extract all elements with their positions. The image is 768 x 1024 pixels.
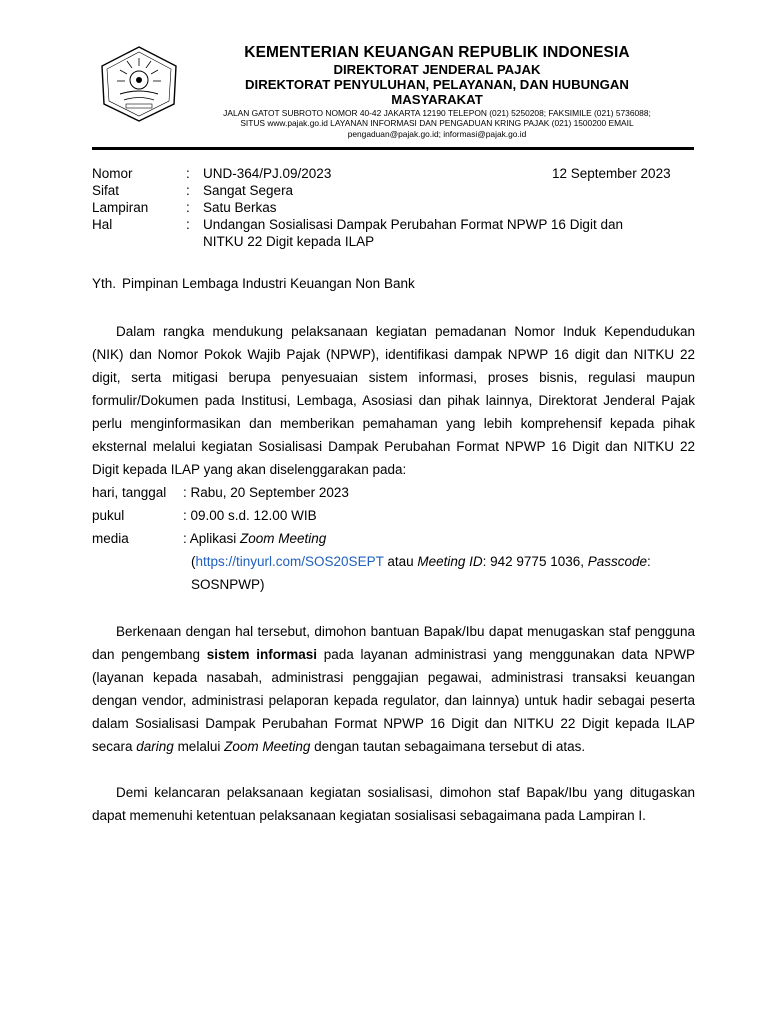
colon: :: [186, 200, 190, 215]
meta-row-hal-cont: [92, 233, 692, 250]
passcode-value: SOSNPWP): [191, 577, 265, 592]
directorate-line-2: MASYARAKAT: [391, 92, 483, 107]
hal-value-line-2: NITKU 22 Digit kepada ILAP: [203, 234, 375, 249]
meta-row-nomor: [92, 165, 692, 182]
paragraph-1: [92, 320, 695, 481]
paragraph-2-part-4: dengan tautan sebagaimana tersebut di atas.: [310, 739, 586, 754]
day-value: : Rabu, 20 September 2023: [183, 485, 349, 500]
letter-date: 12 September 2023: [552, 166, 671, 181]
zoom-link[interactable]: https://tinyurl.com/SOS20SEPT: [195, 554, 384, 569]
event-schedule: [92, 481, 695, 596]
meta-row-lampiran: [92, 199, 692, 216]
passcode-label: Passcode: [587, 554, 648, 569]
paragraph-1-text: Dalam rangka mendukung pelaksanaan kegiatan pemadanan Nomor Induk Kependudukan (NIK) dan Nomor Pokok Wajib Pajak (NPWP), identifikasi dampak NPWP 16 digit dan NITKU 22 digit, serta mitigasi berupa penyesuaian sistem informasi, proses bisnis, regulasi maupun formulir/Dokumen pada Institusi, Lembaga, Asosiasi dan pihak lainnya, Direktorat Jenderal Pajak perlu menginformasikan dan memberikan pemahaman yang lebih komprehensif kepada pihak eksternal melalui kegiatan Sosialisasi Dampak Perubahan Format NPWP 16 Digit dan NITKU 22 Digit kepada ILAP yang akan diselenggarakan pada:: [92, 324, 695, 477]
paragraph-2-part-1: Berkenaan dengan hal tersebut, dimohon bantuan Bapak/Ibu dapat menugaskan staf pengguna dan pengembang: [92, 624, 695, 662]
meta-row-hal: [92, 216, 692, 233]
letterhead: [196, 44, 678, 139]
meeting-id-label: Meeting ID: [417, 554, 483, 569]
meta-row-sifat: [92, 182, 692, 199]
colon: :: [186, 183, 190, 198]
lampiran-value: Satu Berkas: [203, 200, 277, 215]
letter-meta: [92, 165, 692, 250]
paragraph-3: [92, 781, 695, 827]
colon: :: [186, 217, 190, 232]
ministry-emblem-icon: [96, 44, 182, 124]
paragraph-2-italic-2: Zoom Meeting: [224, 739, 311, 754]
paragraph-2: [92, 620, 695, 758]
passcode-colon: :: [647, 554, 651, 569]
paragraph-2-part-3: melalui: [173, 739, 225, 754]
nomor-label: Nomor: [92, 166, 133, 181]
media-prefix: : Aplikasi: [183, 531, 241, 546]
schedule-passcode-row: [92, 573, 695, 596]
schedule-day-row: [92, 481, 695, 504]
paragraph-2-part-2: pada layanan administrasi yang menggunakan data NPWP (layanan kepada nasabah, administrasi penggajian pegawai, administrasi transaksi keuangan dengan vendor, administrasi pelaporan kepada regulator, dan lainnya) untuk hadir sebagai peserta dalam Sosialisasi Dampak Perubahan Format NPWP 16 Digit dan NITKU 22 Digit kepada ILAP secara: [92, 647, 696, 754]
paren-open: (: [191, 554, 196, 569]
address-line-3: pengaduan@pajak.go.id; informasi@pajak.go.id: [347, 128, 527, 139]
time-label: pukul: [92, 508, 125, 523]
time-value: : 09.00 s.d. 12.00 WIB: [183, 508, 317, 523]
media-app: Zoom Meeting: [240, 531, 327, 546]
sifat-label: Sifat: [92, 183, 120, 198]
addressee-recipient: Pimpinan Lembaga Industri Keuangan Non Bank: [122, 276, 415, 291]
directorate-line-1: DIREKTORAT PENYULUHAN, PELAYANAN, DAN HUBUNGAN: [245, 77, 629, 92]
hal-value-line-1: Undangan Sosialisasi Dampak Perubahan Format NPWP 16 Digit dan: [203, 217, 623, 232]
sifat-value: Sangat Segera: [203, 183, 294, 198]
schedule-media-row: [92, 527, 695, 550]
addressee-prefix: Yth.: [92, 276, 117, 291]
ministry-name: KEMENTERIAN KEUANGAN REPUBLIK INDONESIA: [244, 44, 630, 61]
meeting-id-value: : 942 9775 1036,: [482, 554, 588, 569]
media-label: media: [92, 531, 129, 546]
paragraph-3-text: Demi kelancaran pelaksanaan kegiatan sosialisasi, dimohon staf Bapak/Ibu yang ditugaskan dapat memenuhi ketentuan pelaksanaan kegiatan sosialisasi sebagaimana pada Lampiran I.: [92, 785, 695, 823]
nomor-value: UND-364/PJ.09/2023: [203, 166, 332, 181]
addressee: [92, 276, 415, 291]
day-label: hari, tanggal: [92, 485, 167, 500]
letterhead-divider: [92, 147, 694, 150]
address-line-1: JALAN GATOT SUBROTO NOMOR 40-42 JAKARTA 12190 TELEPON (021) 5250208; FAKSIMILE (021) 5736088;: [223, 108, 651, 118]
paragraph-2-bold: sistem informasi: [206, 647, 318, 662]
lampiran-label: Lampiran: [92, 200, 149, 215]
schedule-time-row: [92, 504, 695, 527]
hal-label: Hal: [92, 217, 113, 232]
directorate-general: DIREKTORAT JENDERAL PAJAK: [333, 62, 541, 77]
address-line-2: SITUS www.pajak.go.id LAYANAN INFORMASI DAN PENGADUAN KRING PAJAK (021) 1500200 EMAIL: [240, 118, 634, 129]
atau-text: atau: [383, 554, 418, 569]
schedule-link-row: [92, 550, 695, 573]
colon: :: [186, 166, 190, 181]
paragraph-2-italic-1: daring: [136, 739, 174, 754]
